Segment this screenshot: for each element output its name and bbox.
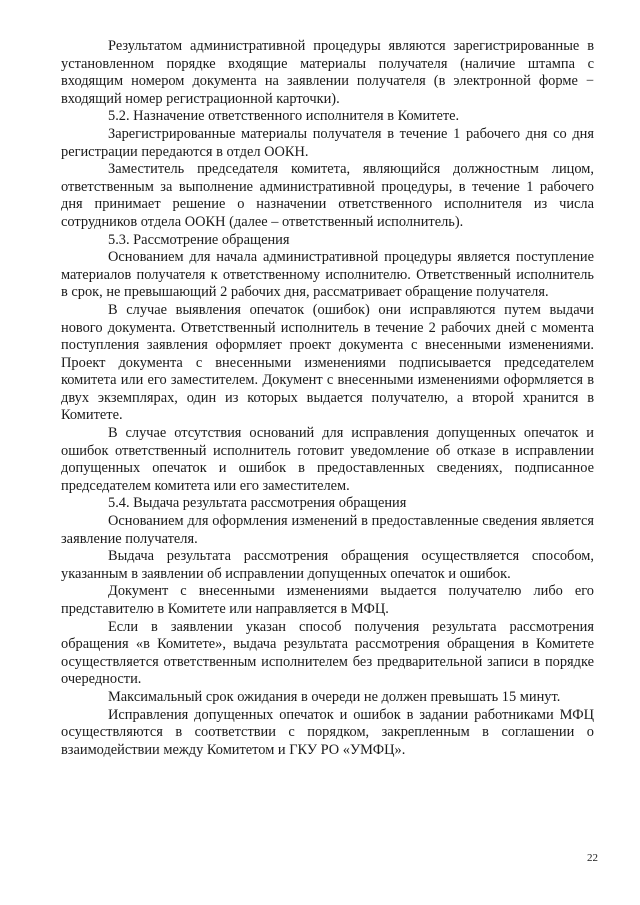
- paragraph-typo-correction: В случае выявления опечаток (ошибок) они исправляются путем выдачи нового документа. Ответственный исполнитель в течение 2 рабочих дней с момента поступления заявления оформляет проект документа с внесенными изменениями. Проект документа с внесенными изменениями подписывается председателем комитета или его заместителем. Документ с внесенными изменениями оформляется в двух экземплярах, один из которых выдается получателю, а второй хранится в Комитете.: [61, 301, 594, 424]
- paragraph-delivery-method: Выдача результата рассмотрения обращения осуществляется способом, указанным в заявлении об исправлении допущенных опечаток и ошибок.: [61, 548, 594, 582]
- paragraph-max-wait: Максимальный срок ожидания в очереди не должен превышать 15 минут.: [108, 688, 561, 705]
- document-body: [61, 38, 594, 759]
- paragraph-deputy-decision: Заместитель председателя комитета, являющийся должностным лицом, ответственным за выполнение административной процедуры, в течение 1 рабочего дня принимает решение о назначении ответственного исполнителя из числа сотрудников отдела ООКН (далее – ответственный исполнитель).: [61, 161, 594, 230]
- paragraph-in-committee: Если в заявлении указан способ получения результата рассмотрения обращения «в Комитете», выдача результата рассмотрения обращения в Комитете осуществляется ответственным исполнителем без предварительной записи в порядке очередности.: [61, 618, 594, 688]
- paragraph-change-basis: Основанием для оформления изменений в предоставленные сведения является заявление получателя.: [61, 513, 594, 547]
- paragraph-transfer-ookn: Зарегистрированные материалы получателя в течение 1 рабочего дня со дня регистрации передаются в отдел ООКН.: [61, 125, 594, 160]
- section-heading-5-4: 5.4. Выдача результата рассмотрения обращения: [108, 495, 407, 512]
- section-heading-5-2: 5.2. Назначение ответственного исполнителя в Комитете.: [108, 108, 460, 125]
- paragraph-review-basis: Основанием для начала административной процедуры является поступление материалов получателя к ответственному исполнителю. Ответственный исполнитель в срок, не превышающий 2 рабочих дня, рассматривает обращение получателя.: [61, 249, 594, 301]
- page-number: 22: [587, 852, 598, 864]
- paragraph-result-registration: Результатом административной процедуры являются зарегистрированные в установленном порядке входящие материалы получателя (наличие штампа с входящим номером документа на заявлении получателя (в электронной форме − входящий номер регистрационной карточки).: [61, 38, 594, 107]
- section-heading-5-3: 5.3. Рассмотрение обращения: [108, 231, 290, 248]
- paragraph-document-issue: Документ с внесенными изменениями выдается получателю либо его представителю в Комитете или направляется в МФЦ.: [61, 583, 594, 617]
- paragraph-refusal-notice: В случае отсутствия оснований для исправления допущенных опечаток и ошибок ответственный исполнитель готовит уведомление об отказе в исправлении допущенных опечаток и ошибок в предоставленных сведениях, подписанное председателем комитета или его заместителем.: [61, 425, 594, 494]
- paragraph-mfc-corrections: Исправления допущенных опечаток и ошибок в задании работниками МФЦ осуществляются в соответствии с порядком, закрепленным в соглашении о взаимодействии между Комитетом и ГКУ РО «УМФЦ».: [61, 706, 594, 758]
